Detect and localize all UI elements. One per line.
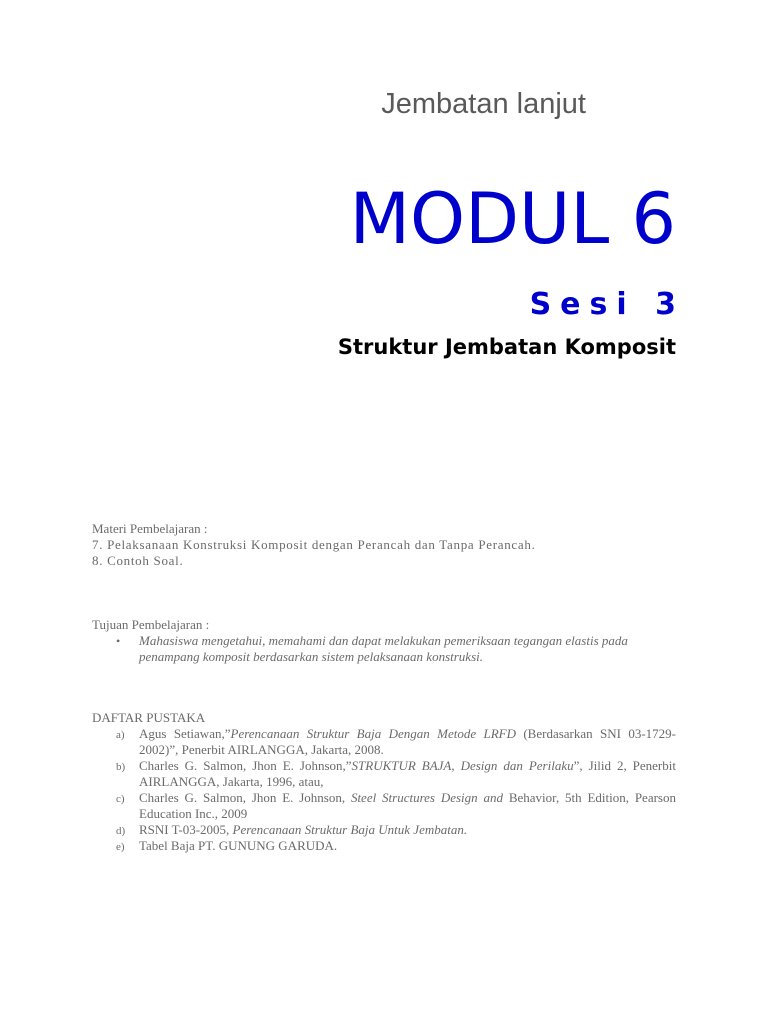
tujuan-bullet-text: Mahasiswa mengetahui, memahami dan dapat melakukan pemeriksaan tegangan elastis pada penampang komposit berdasarkan sistem pelaksanaan konstruksi. — [139, 633, 628, 664]
pustaka-list — [92, 726, 676, 854]
reference-text: Tabel Baja PT. GUNUNG GARUDA. — [139, 838, 338, 853]
reference-text: Agus Setiawan,” — [139, 726, 231, 741]
tujuan-bullet-item — [92, 633, 682, 665]
reference-marker: b) — [116, 761, 126, 773]
reference-marker: c) — [116, 793, 125, 805]
reference-text: Charles G. Salmon, Jhon E. Johnson,” — [139, 758, 352, 773]
reference-text: ”, Jilid 2, Penerbit AIRLANGGA, Jakarta, 1996, atau, — [139, 758, 676, 789]
pustaka-heading: DAFTAR PUSTAKA — [92, 710, 206, 725]
reference-title: Perencanaan Struktur Baja Dengan Metode LRFD — [230, 726, 516, 741]
document-subtitle: Struktur Jembatan Komposit — [337, 335, 676, 359]
reference-marker: e) — [116, 841, 125, 853]
bullet-icon: • — [116, 634, 121, 648]
reference-item — [92, 822, 676, 838]
module-title: MODUL 6 — [349, 178, 676, 260]
reference-text: Charles G. Salmon, Jhon E. Johnson, — [139, 790, 351, 805]
reference-text: RSNI T-03-2005, — [139, 822, 233, 837]
materi-heading: Materi Pembelajaran : — [92, 521, 208, 536]
materi-section — [92, 521, 692, 569]
reference-text: Behavior, 5th Edition, Pearson Education Inc., 2009 — [139, 790, 676, 821]
pustaka-section — [92, 710, 676, 854]
course-name: Jembatan lanjut — [381, 88, 586, 120]
reference-item — [92, 838, 676, 854]
reference-item — [92, 790, 676, 822]
reference-title: Perencanaan Struktur Baja Untuk Jembatan. — [232, 822, 468, 837]
reference-item — [92, 726, 676, 758]
tujuan-section — [92, 617, 682, 665]
reference-title: STRUKTUR BAJA, Design dan Perilaku — [351, 758, 574, 773]
reference-marker: d) — [116, 825, 126, 837]
session-title: Sesi 3 — [529, 287, 685, 322]
reference-title: Steel Structures Design and — [350, 790, 503, 805]
materi-item: 8. Contoh Soal. — [92, 553, 184, 568]
reference-marker: a) — [116, 729, 125, 741]
reference-item — [92, 758, 676, 790]
tujuan-heading: Tujuan Pembelajaran : — [92, 617, 210, 632]
reference-text: (Berdasarkan SNI 03-1729-2002)”, Penerbit AIRLANGGA, Jakarta, 2008. — [139, 726, 676, 757]
materi-item: 7. Pelaksanaan Konstruksi Komposit dengan Perancah dan Tanpa Perancah. — [92, 537, 536, 552]
